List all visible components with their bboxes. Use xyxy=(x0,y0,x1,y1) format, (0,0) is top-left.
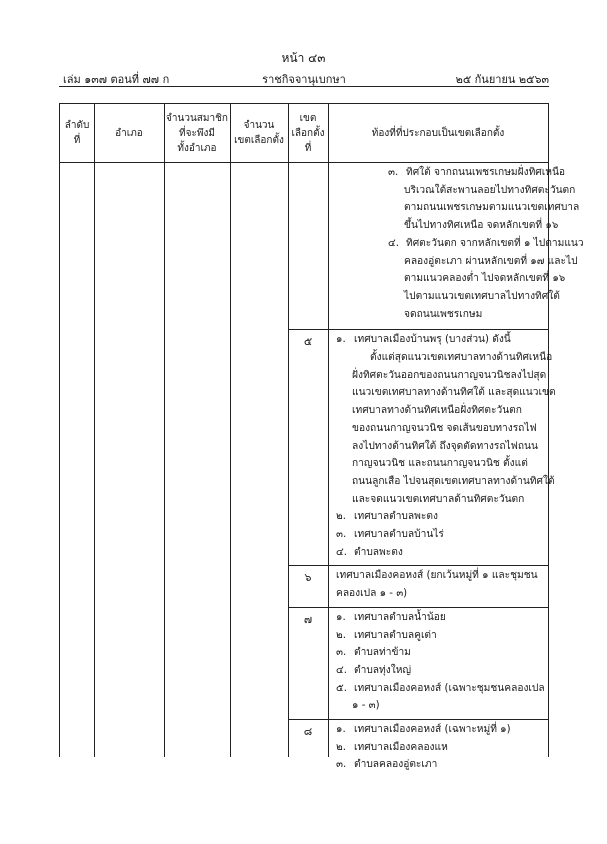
area-text: ฝั่งทิศตะวันออกของถนนกาญจนวนิชลงไปสุด xyxy=(352,369,547,381)
district-divider xyxy=(288,565,548,566)
area-line xyxy=(336,473,555,491)
area-text: เทศบาลตำบลพะตง xyxy=(354,511,438,523)
area-text: กาญจนวนิช และถนนกาญจนวนิช ตั้งแต่ xyxy=(352,458,528,470)
area-line xyxy=(336,420,548,438)
district-number: ๕ xyxy=(303,335,313,349)
header-members: จำนวนสมาชิก ที่จะพึงมี ทั้งอำเภอ xyxy=(166,112,228,154)
area-text: ตำบลคลองอู่ตะเภา xyxy=(354,759,438,771)
area-line xyxy=(388,235,584,253)
header-district-count: จำนวน เขตเลือกตั้ง xyxy=(234,120,284,146)
area-text: ตามแนวคลองต่ำ ไปจดหลักเขตที่ ๑๖ xyxy=(404,273,566,285)
area-line xyxy=(336,585,548,603)
district-area-block xyxy=(336,331,556,561)
column-divider xyxy=(94,104,95,757)
area-line xyxy=(336,756,548,774)
area-line xyxy=(336,662,548,680)
area-line xyxy=(336,491,548,509)
electoral-district-table xyxy=(59,103,584,771)
item-number: ๒. xyxy=(336,629,346,641)
gazette-header xyxy=(59,70,549,87)
publication-date: ๒๕ กันยายน ๒๕๖๓ xyxy=(455,73,549,86)
area-line xyxy=(336,544,548,562)
item-number: ๑. xyxy=(336,724,346,735)
area-line xyxy=(336,697,548,715)
area-line xyxy=(336,349,553,367)
item-number: ๔. xyxy=(336,664,347,676)
volume-info: เล่ม ๑๓๗ ตอนที่ ๗๗ ก xyxy=(63,73,170,86)
area-line xyxy=(388,217,559,235)
area-text: เทศบาลเมืองคอหงส์ (ยกเว้นหมู่ที่ ๑ และชุมชน xyxy=(336,570,538,582)
item-number: ๔. xyxy=(336,546,347,558)
area-line xyxy=(336,739,548,757)
item-number: ๒. xyxy=(336,511,346,523)
area-text: แนวเขตเทศบาลทางด้านทิศใต้ และสุดแนวเขต xyxy=(352,387,556,399)
area-line xyxy=(388,288,560,306)
area-text: ของถนนกาญจนวนิช จดเส้นขอบทางรถไฟ xyxy=(352,422,537,434)
column-divider xyxy=(230,104,231,757)
area-text: คลองเปล ๑ - ๓) xyxy=(336,588,408,600)
gazette-title: ราชกิจจานุเบกษา xyxy=(262,73,346,86)
area-line xyxy=(336,721,548,739)
area-text: บริเวณใต้สะพานลอยไปทางทิศตะวันตก xyxy=(404,184,576,196)
area-text: คลองอู่ตะเภา ผ่านหลักเขตที่ ๑๗ และไป xyxy=(404,255,578,267)
item-number: ๓. xyxy=(336,647,347,659)
item-number: ๓. xyxy=(336,529,347,541)
area-text: เทศบาลตำบลคูเต่า xyxy=(354,629,437,641)
item-number: ๓. xyxy=(388,167,399,178)
district-number: ๖ xyxy=(304,571,312,585)
area-line xyxy=(336,680,548,698)
district-area-block xyxy=(336,567,548,602)
area-line xyxy=(388,199,580,217)
area-line xyxy=(388,182,576,200)
item-number: ๑. xyxy=(336,334,346,346)
area-line xyxy=(336,508,548,526)
area-line xyxy=(336,567,548,585)
area-text: ๑ - ๓) xyxy=(352,700,380,712)
area-text: เทศบาลเมืองคอหงส์ (เฉพาะชุมชนคลองเปล xyxy=(354,682,545,694)
column-divider xyxy=(164,104,165,757)
district-divider xyxy=(288,719,548,720)
area-text: และจดแนวเขตเทศบาลด้านทิศตะวันตก xyxy=(352,493,525,505)
area-text: ขึ้นไปทางทิศเหนือ จดหลักเขตที่ ๑๖ xyxy=(404,220,559,232)
column-divider xyxy=(288,104,289,757)
area-text: เทศบาลตำบลน้ำน้อย xyxy=(354,611,446,623)
area-line xyxy=(336,438,548,456)
area-text: ตำบลท่าข้าม xyxy=(354,647,411,659)
area-line xyxy=(388,164,566,182)
district-divider xyxy=(288,607,548,608)
area-line xyxy=(336,609,548,627)
header-amphoe: อำเภอ xyxy=(115,127,143,139)
area-text: ลงไปทางด้านทิศใต้ ถึงจุดตัดทางรถไฟถนน xyxy=(352,440,538,452)
header-district-number: เขต เลือกตั้ง ที่ xyxy=(291,112,325,154)
area-line xyxy=(336,526,548,544)
area-text: เทศบาลเมืองบ้านพรุ (บางส่วน) ดังนี้ xyxy=(354,334,511,346)
area-line xyxy=(336,367,548,385)
area-line xyxy=(336,384,556,402)
area-text: เทศบาลตำบลบ้านไร่ xyxy=(354,529,444,541)
area-line xyxy=(336,331,548,349)
area-text: ทิศใต้ จากถนนเพชรเกษมฝั่งทิศเหนือ xyxy=(406,167,566,178)
area-text: เทศบาลเมืองคอหงส์ (เฉพาะหมู่ที่ ๑) xyxy=(354,724,511,735)
area-line xyxy=(388,306,548,324)
area-line xyxy=(336,627,548,645)
header-area: ท้องที่ที่ประกอบเป็นเขตเลือกตั้ง xyxy=(371,127,505,139)
page-number: หน้า ๔๓ xyxy=(281,51,326,65)
area-line xyxy=(388,253,578,271)
continued-area-block xyxy=(328,164,584,323)
area-text: ทิศตะวันตก จากหลักเขตที่ ๑ ไปตามแนว xyxy=(406,237,584,249)
area-line xyxy=(388,270,566,288)
item-number: ๓. xyxy=(336,759,347,771)
district-number: ๗ xyxy=(303,612,313,626)
district-area-block xyxy=(336,721,548,774)
area-text: ตั้งแต่สุดแนวเขตเทศบาลทางด้านทิศเหนือ xyxy=(370,352,553,363)
district-divider xyxy=(288,329,548,330)
district-area-block xyxy=(336,609,548,715)
area-line xyxy=(336,402,548,420)
area-text: ตำบลพะตง xyxy=(354,546,403,558)
item-number: ๒. xyxy=(336,741,346,753)
area-line xyxy=(336,455,548,473)
area-text: ตำบลทุ่งใหญ่ xyxy=(354,664,412,676)
area-text: จดถนนเพชรเกษม xyxy=(404,308,483,320)
area-text: เทศบาลเมืองคลองแห xyxy=(354,741,448,753)
header-order: ลำดับ ที่ xyxy=(64,120,90,146)
area-text: ไปตามแนวเขตเทศบาลไปทางทิศใต้ xyxy=(404,290,560,302)
district-number: ๘ xyxy=(303,725,313,738)
area-text: ตามถนนเพชรเกษมตามแนวเขตเทศบาล xyxy=(404,202,580,214)
item-number: ๕. xyxy=(336,682,347,694)
area-line xyxy=(336,644,548,662)
area-text: เทศบาลทางด้านทิศเหนือฝั่งทิศตะวันตก xyxy=(352,405,522,417)
item-number: ๑. xyxy=(336,611,346,623)
area-text: ถนนลูกเสือ ไปจนสุดเขตเทศบาลทางด้านทิศใต้ xyxy=(352,475,555,487)
header-divider xyxy=(60,162,548,163)
item-number: ๔. xyxy=(388,237,399,249)
